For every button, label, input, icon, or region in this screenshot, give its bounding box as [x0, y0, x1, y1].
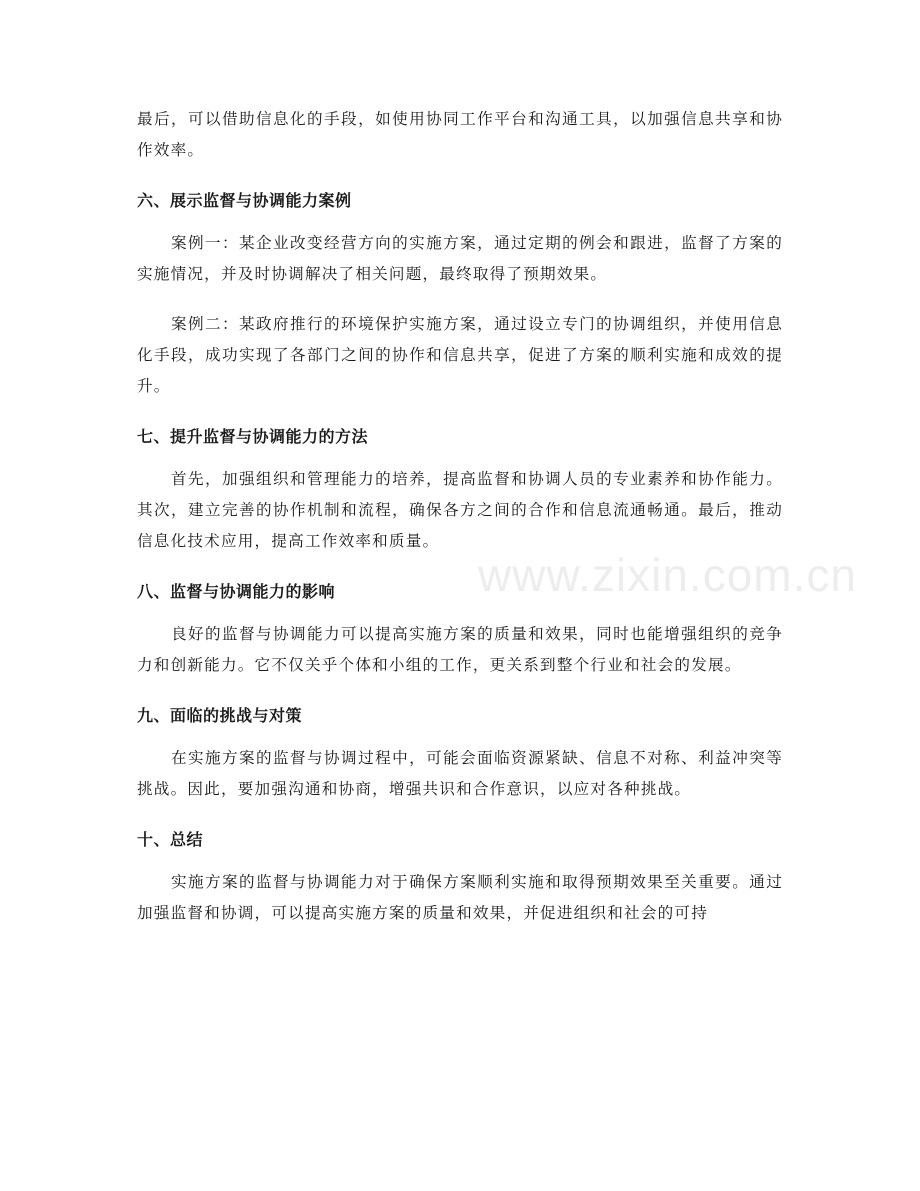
section-heading-7: 七、提升监督与协调能力的方法 [137, 427, 369, 446]
section-7-paragraph-1: 首先，加强组织和管理能力的培养，提高监督和协调人员的专业素养和协作能力。其次，建立完善的协作机制和流程，确保各方之间的合作和信息流通畅通。最后，推动信息化技术应用，提高工作效率和质量。 [137, 470, 783, 550]
section-8-paragraph-1: 良好的监督与协调能力可以提高实施方案的质量和效果，同时也能增强组织的竞争力和创新能力。它不仅关乎个体和小组的工作，更关系到整个行业和社会的发展。 [137, 625, 783, 674]
intro-paragraph: 最后，可以借助信息化的手段，如使用协同工作平台和沟通工具，以加强信息共享和协作效率。 [137, 110, 783, 159]
section-heading-10: 十、总结 [137, 830, 204, 849]
section-heading-6: 六、展示监督与协调能力案例 [137, 191, 352, 210]
section-6-paragraph-2: 案例二：某政府推行的环境保护实施方案，通过设立专门的协调组织，并使用信息化手段，成功实现了各部门之间的协作和信息共享，促进了方案的顺利实施和成效的提升。 [137, 315, 783, 395]
section-9-paragraph-1: 在实施方案的监督与协调过程中，可能会面临资源紧缺、信息不对称、利益冲突等挑战。因此，要加强沟通和协商，增强共识和合作意识，以应对各种挑战。 [137, 749, 783, 798]
section-heading-9: 九、面临的挑战与对策 [137, 706, 303, 725]
section-heading-8: 八、监督与协调能力的影响 [137, 582, 336, 601]
watermark: www.zixin.com.cn [478, 549, 857, 601]
section-10-paragraph-1: 实施方案的监督与协调能力对于确保方案顺利实施和取得预期效果至关重要。通过加强监督和协调，可以提高实施方案的质量和效果，并促进组织和社会的可持 [137, 873, 783, 922]
document-body [137, 104, 783, 929]
section-6-paragraph-1: 案例一：某企业改变经营方向的实施方案，通过定期的例会和跟进，监督了方案的实施情况，并及时协调解决了相关问题，最终取得了预期效果。 [137, 234, 783, 283]
